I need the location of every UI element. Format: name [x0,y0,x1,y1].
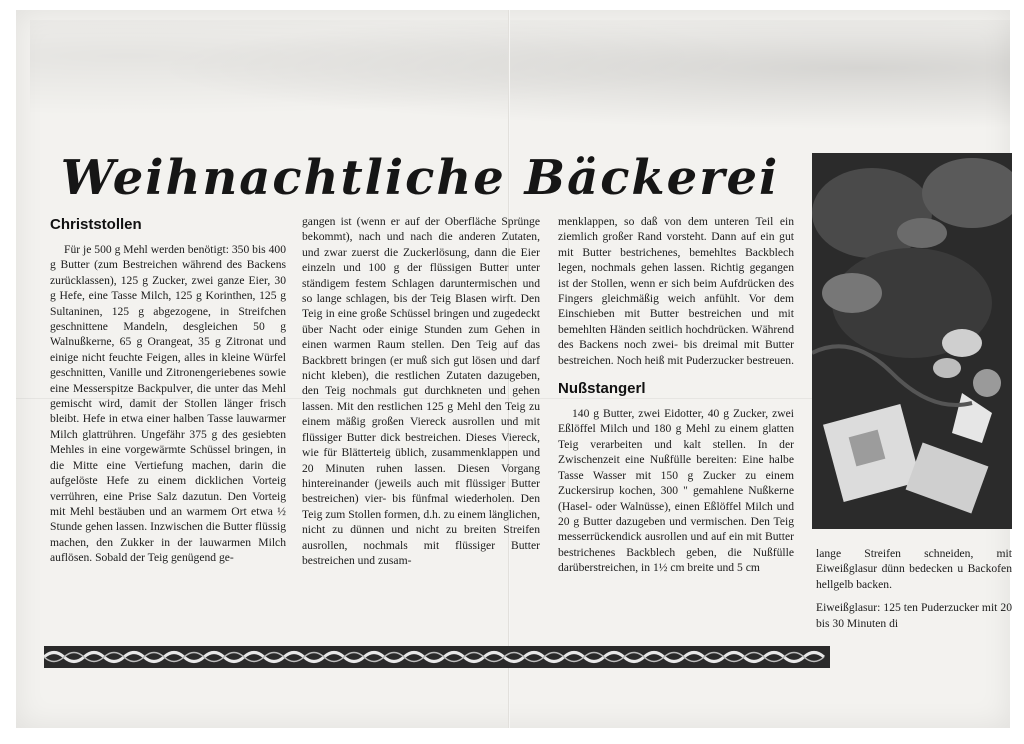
column-2-text: gangen ist (wenn er auf der Oberfläche Sprünge bekommt), nach und nach die anderen Zutaten, und zwar zuerst die Zuckerlösung, dann die Eier einzeln und 100 g der flüssigen Butter unter ständigem festem Schlagen daruntermischen und so lange schlagen, bis der Teig Blasen wirft. Den Teig in eine große Schüssel bringen und zugedeckt über Nacht oder einige Stunden zum Gehen in einen warmen Raum stellen. Den Teig auf das Backbrett bringen (er muß sich gut lösen und darf nicht kleben), die restlichen Zutaten dazugeben, den Teig nochmals gut durchkneten und gehen lassen. Mit den restlichen 125 g Mehl den Teig zu einem mäßig großen Viereck ausrollen und mit flüssiger Butter dick bestreichen. Dieses Viereck, wie für Blätterteig üblich, zusammenklappen und 20 Minuten ruhen lassen. Diesen Vorgang hintereinander (jeweils auch mit flüssiger Butter bestreichen) vier- bis fünfmal wiederholen. Den Teig zum Stollen formen, d.h. zu einem länglichen, nicht zu dünnen und nicht zu breiten Streifen ausrollen, nochmals mit flüssiger Butter bestreichen und zusam- [302,215,540,567]
article-title: Weihnachtliche Bäckerei [60,150,780,206]
section-heading-christstollen: Christstollen [50,216,142,233]
section-heading-nussstangerl: Nußstangerl [558,380,646,398]
column-4-text-2: Eiweißglasur: 125 ten Puderzucker mit 20 bis 30 Minuten di [816,601,1012,630]
column-3-text: menklappen, so daß von dem unteren Teil ein ziemlich großer Rand vorsteht. Dann auf ein gut mit Butter bestrichenes, bemehltes Backblech legen, nochmals gehen lassen. Richtig gegangen ist der Stollen, wenn er sich beim Aufdrücken des Fingers gleichmäßig weich anfühlt. Vor dem Einschieben mit Butter bestreichen und mit bemehlten Händen seitlich hochdrücken. Während des Backens noch zwei- bis dreimal mit Butter bestreichen. Noch heiß mit Puderzucker bestreuen. [558,215,794,367]
paper-stain [30,20,1010,140]
column-3 [558,214,794,576]
column-4-text-1: lange Streifen schneiden, mit Eiweißglasur dünn bedecken u Backofen hellgelb backen. [816,547,1012,591]
column-1 [50,214,286,566]
column-1-text: Für je 500 g Mehl werden benötigt: 350 bis 400 g Butter (zum Bestreichen während des Backens zurücklassen), 125 g Zucker, zwei ganze Eier, 30 g Hefe, eine Tasse Milch, 125 g Korinthen, 125 g Sultaninen, 125 g abgezogene, in Streifchen geschnittene Mandeln, desgleichen 50 g Walnußkerne, 65 g Orangeat, 35 g Zitronat und einige nicht feuchte Feigen, alles in kleine Würfel geschnitten, Vanille und Zitronengeriebenes sowie eine Messerspitze Backpulver, die unter das Mehl gemischt wird, damit der Stollen länger frisch bleibt. Hefe in etwa einer halben Tasse lauwarmer Milch glattrühren. Ungefähr 375 g des gesiebten Mehles in eine vorgewärmte Schüssel bringen, in die Mitte eine Vertiefung machen, darin die aufgelöste Hefe zu einem dicklichen Vorteig verrühren, eine Prise Salz dazutun. Den Vorteig mit Mehl bestäuben und an warmem Ort etwa ½ Stunde gehen lassen. Inzwischen die Butter flüssig machen, den Zukker in der lauwarmen Milch auflösen. Sobald der Teig genügend ge- [50,243,286,565]
decorative-border [44,646,830,668]
nussstangerl-text: 140 g Butter, zwei Eidotter, 40 g Zucker, zwei Eßlöffel Milch und 180 g Mehl zu einem glatten Teig verarbeiten und kalt stellen. In der Zwischenzeit eine Nußfülle bereiten: Eine halbe Tasse Wasser mit 150 g Zucker zu einem Zuckersirup kochen, 300 " gemahlene Nußkerne (Hasel- oder Walnüsse), einen Eßlöffel Milch und 20 g Butter dazugeben und vermischen. Den Teig messerrückendick ausrollen und auf ein mit Butter bestrichenes Backblech geben, die Nußfülle darüberstreichen, in 1½ cm breite und 5 cm [558,407,794,575]
column-2 [302,214,540,568]
column-4 [816,546,1012,631]
cookies-photo [812,153,1012,529]
